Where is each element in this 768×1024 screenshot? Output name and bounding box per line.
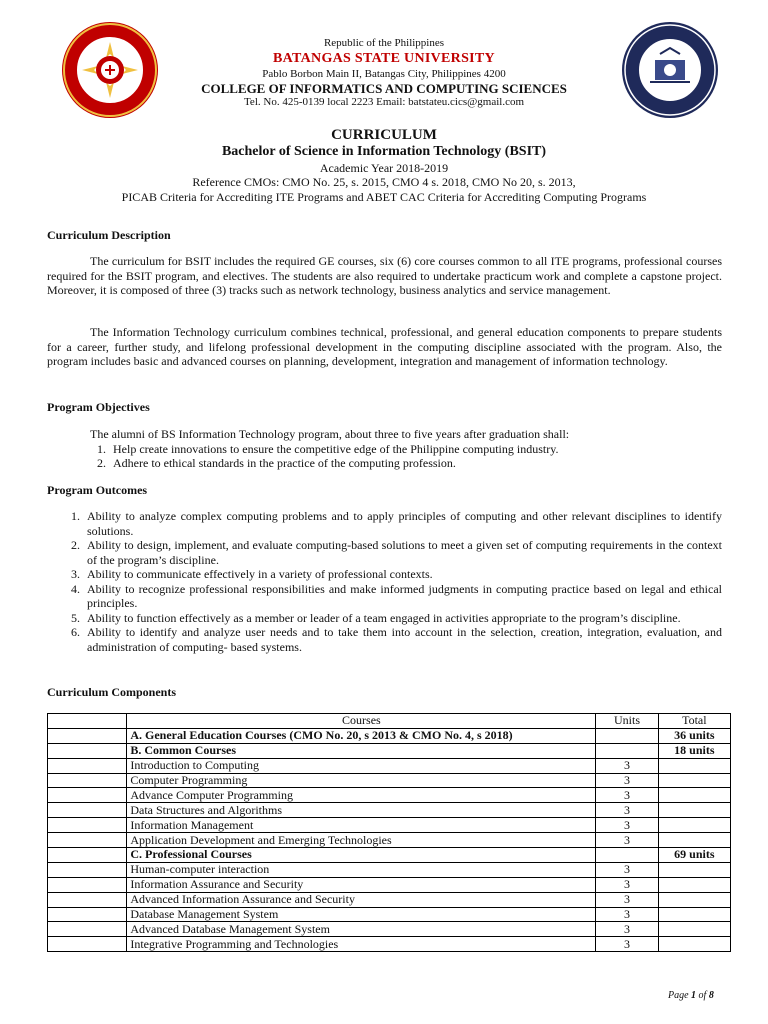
- units-cell: 3: [596, 818, 658, 833]
- table-row: [48, 803, 731, 818]
- list-item: 5. Ability to function effectively as a member or leader of a team engaged in activities appropriate to the program’s discipline.: [83, 611, 722, 626]
- academic-year: Academic Year 2018-2019: [319, 160, 449, 175]
- number-cell: [48, 788, 127, 803]
- table-row: [48, 833, 731, 848]
- components-heading: [47, 685, 722, 700]
- units-cell: [596, 743, 658, 758]
- course-cell: Advanced Information Assurance and Security: [127, 892, 596, 907]
- number-cell: [48, 833, 127, 848]
- table-row: [48, 892, 731, 907]
- outcomes-list: [47, 509, 722, 654]
- college-name: COLLEGE OF INFORMATICS AND COMPUTING SCIENCES: [201, 81, 567, 96]
- table-row: [48, 877, 731, 892]
- course-cell: Advanced Database Management System: [127, 922, 596, 937]
- courses-column-header: Courses: [127, 714, 596, 729]
- total-column-header: Total: [658, 714, 730, 729]
- total-cell: [658, 818, 730, 833]
- units-cell: 3: [596, 833, 658, 848]
- reference-cmos: Reference CMOs: CMO No. 25, s. 2015, CMO 4 s. 2018, CMO No 20, s. 2013,: [192, 175, 576, 190]
- objectives-block: [47, 427, 722, 471]
- table-row: [48, 922, 731, 937]
- list-item: 6. Ability to identify and analyze user needs and to take them into account in the selection, creation, integration, evaluation, and administration of computing- based systems.: [83, 625, 722, 654]
- number-cell: [48, 773, 127, 788]
- total-cell: [658, 907, 730, 922]
- number-cell: [48, 818, 127, 833]
- section-heading: Program Outcomes: [47, 483, 148, 497]
- total-cell: [658, 758, 730, 773]
- total-cell: 69 units: [658, 848, 730, 863]
- of-word: of: [698, 990, 707, 1001]
- total-cell: 36 units: [658, 728, 730, 743]
- units-cell: 3: [596, 877, 658, 892]
- university-name: BATANGAS STATE UNIVERSITY: [273, 51, 495, 66]
- units-cell: 3: [596, 773, 658, 788]
- course-cell: Computer Programming: [127, 773, 596, 788]
- course-cell: A. General Education Courses (CMO No. 20, s 2013 & CMO No. 4, s 2018): [127, 728, 596, 743]
- table-row: [48, 728, 731, 743]
- page-number: [668, 990, 714, 1001]
- course-cell: C. Professional Courses: [127, 848, 596, 863]
- course-cell: Advance Computer Programming: [127, 788, 596, 803]
- units-cell: 3: [596, 922, 658, 937]
- total-cell: 18 units: [658, 743, 730, 758]
- number-cell: [48, 877, 127, 892]
- total-cell: [658, 788, 730, 803]
- list-item: 1. Ability to analyze complex computing problems and to apply principles of computing and other relevant disciplines to identify solutions.: [83, 509, 722, 538]
- course-cell: Integrative Programming and Technologies: [127, 937, 596, 952]
- section-heading: Curriculum Components: [47, 685, 177, 699]
- objectives-intro: The alumni of BS Information Technology program, about three to five years after graduation shall:: [90, 427, 570, 441]
- units-column-header: Units: [596, 714, 658, 729]
- number-cell: [48, 937, 127, 952]
- table-row: [48, 818, 731, 833]
- total-cell: [658, 877, 730, 892]
- units-cell: [596, 848, 658, 863]
- list-item: 4. Ability to recognize professional responsibilities and make informed judgments in computing practice based on legal and ethical principles.: [83, 582, 722, 611]
- course-cell: Introduction to Computing: [127, 758, 596, 773]
- units-cell: 3: [596, 892, 658, 907]
- total-cell: [658, 862, 730, 877]
- course-cell: B. Common Courses: [127, 743, 596, 758]
- units-cell: 3: [596, 803, 658, 818]
- table-row: [48, 907, 731, 922]
- list-item: 3. Ability to communicate effectively in a variety of professional contexts.: [83, 567, 722, 582]
- objectives-list: [47, 442, 722, 471]
- table-row: [48, 848, 731, 863]
- units-cell: 3: [596, 758, 658, 773]
- course-cell: Information Assurance and Security: [127, 877, 596, 892]
- contact-info: Tel. No. 425-0139 local 2223 Email: batstateu.cics@gmail.com: [243, 96, 525, 108]
- number-cell: [48, 922, 127, 937]
- number-cell: [48, 907, 127, 922]
- total-cell: [658, 892, 730, 907]
- accreditation-criteria: PICAB Criteria for Accrediting ITE Programs and ABET CAC Criteria for Accrediting Computing Programs: [121, 189, 647, 204]
- table-row: [48, 862, 731, 877]
- objectives-heading: [47, 400, 722, 415]
- table-body: [48, 728, 731, 951]
- curriculum-components-table: [47, 713, 731, 952]
- list-item: 1. Help create innovations to ensure the competitive edge of the Philippine computing industry.: [109, 442, 722, 457]
- list-item: 2. Ability to design, implement, and evaluate computing-based solutions to meet a given set of computing requirements in the context of the program’s discipline.: [83, 538, 722, 567]
- number-cell: [48, 862, 127, 877]
- total-cell: [658, 773, 730, 788]
- title-block: [0, 126, 768, 204]
- section-heading: Curriculum Description: [47, 228, 171, 242]
- university-address: Pablo Borbon Main II, Batangas City, Philippines 4200: [262, 68, 506, 80]
- description-paragraph-2: The Information Technology curriculum combines technical, professional, and general education components to prepare students for a career, further study, and lifelong professional development in the computing discipline associated with the program. Also, the program includes basic and advanced courses on planning, development, integration and management of information technology.: [47, 325, 722, 368]
- page-current: 1: [691, 990, 697, 1001]
- course-cell: Database Management System: [127, 907, 596, 922]
- number-cell: [48, 743, 127, 758]
- course-cell: Information Management: [127, 818, 596, 833]
- total-cell: [658, 833, 730, 848]
- units-cell: [596, 728, 658, 743]
- republic-line: Republic of the Philippines: [323, 37, 445, 49]
- curriculum-heading: CURRICULUM: [331, 127, 437, 143]
- table-row: [48, 773, 731, 788]
- table-row: [48, 758, 731, 773]
- page-word: Page: [668, 990, 689, 1001]
- course-cell: Human-computer interaction: [127, 862, 596, 877]
- total-cell: [658, 922, 730, 937]
- number-cell: [48, 803, 127, 818]
- description-heading: [47, 228, 722, 243]
- course-cell: Data Structures and Algorithms: [127, 803, 596, 818]
- number-cell: [48, 728, 127, 743]
- description-paragraph-1: The curriculum for BSIT includes the required GE courses, six (6) core courses common to all ITE programs, professional courses required for the BSIT program, and electives. The students are also required to undertake practicum work and complete a capstone project. Moreover, it is composed of three (3) tracks such as network technology, business analytics and service management.: [47, 254, 722, 297]
- outcomes-block: [47, 509, 722, 654]
- list-item: 2. Adhere to ethical standards in the practice of the computing profession.: [109, 456, 722, 471]
- number-column-header: [48, 714, 127, 729]
- total-cell: [658, 937, 730, 952]
- page-total: 8: [708, 990, 714, 1001]
- table-row: [48, 788, 731, 803]
- course-cell: Application Development and Emerging Technologies: [127, 833, 596, 848]
- number-cell: [48, 758, 127, 773]
- outcomes-heading: [47, 483, 722, 498]
- table-row: [48, 743, 731, 758]
- table-row: [48, 937, 731, 952]
- section-heading: Program Objectives: [47, 400, 150, 414]
- units-cell: 3: [596, 937, 658, 952]
- letterhead: [0, 38, 768, 108]
- number-cell: [48, 892, 127, 907]
- units-cell: 3: [596, 907, 658, 922]
- number-cell: [48, 848, 127, 863]
- total-cell: [658, 803, 730, 818]
- degree-title: Bachelor of Science in Information Technology (BSIT): [221, 144, 547, 159]
- units-cell: 3: [596, 862, 658, 877]
- units-cell: 3: [596, 788, 658, 803]
- table-header-row: [48, 714, 731, 729]
